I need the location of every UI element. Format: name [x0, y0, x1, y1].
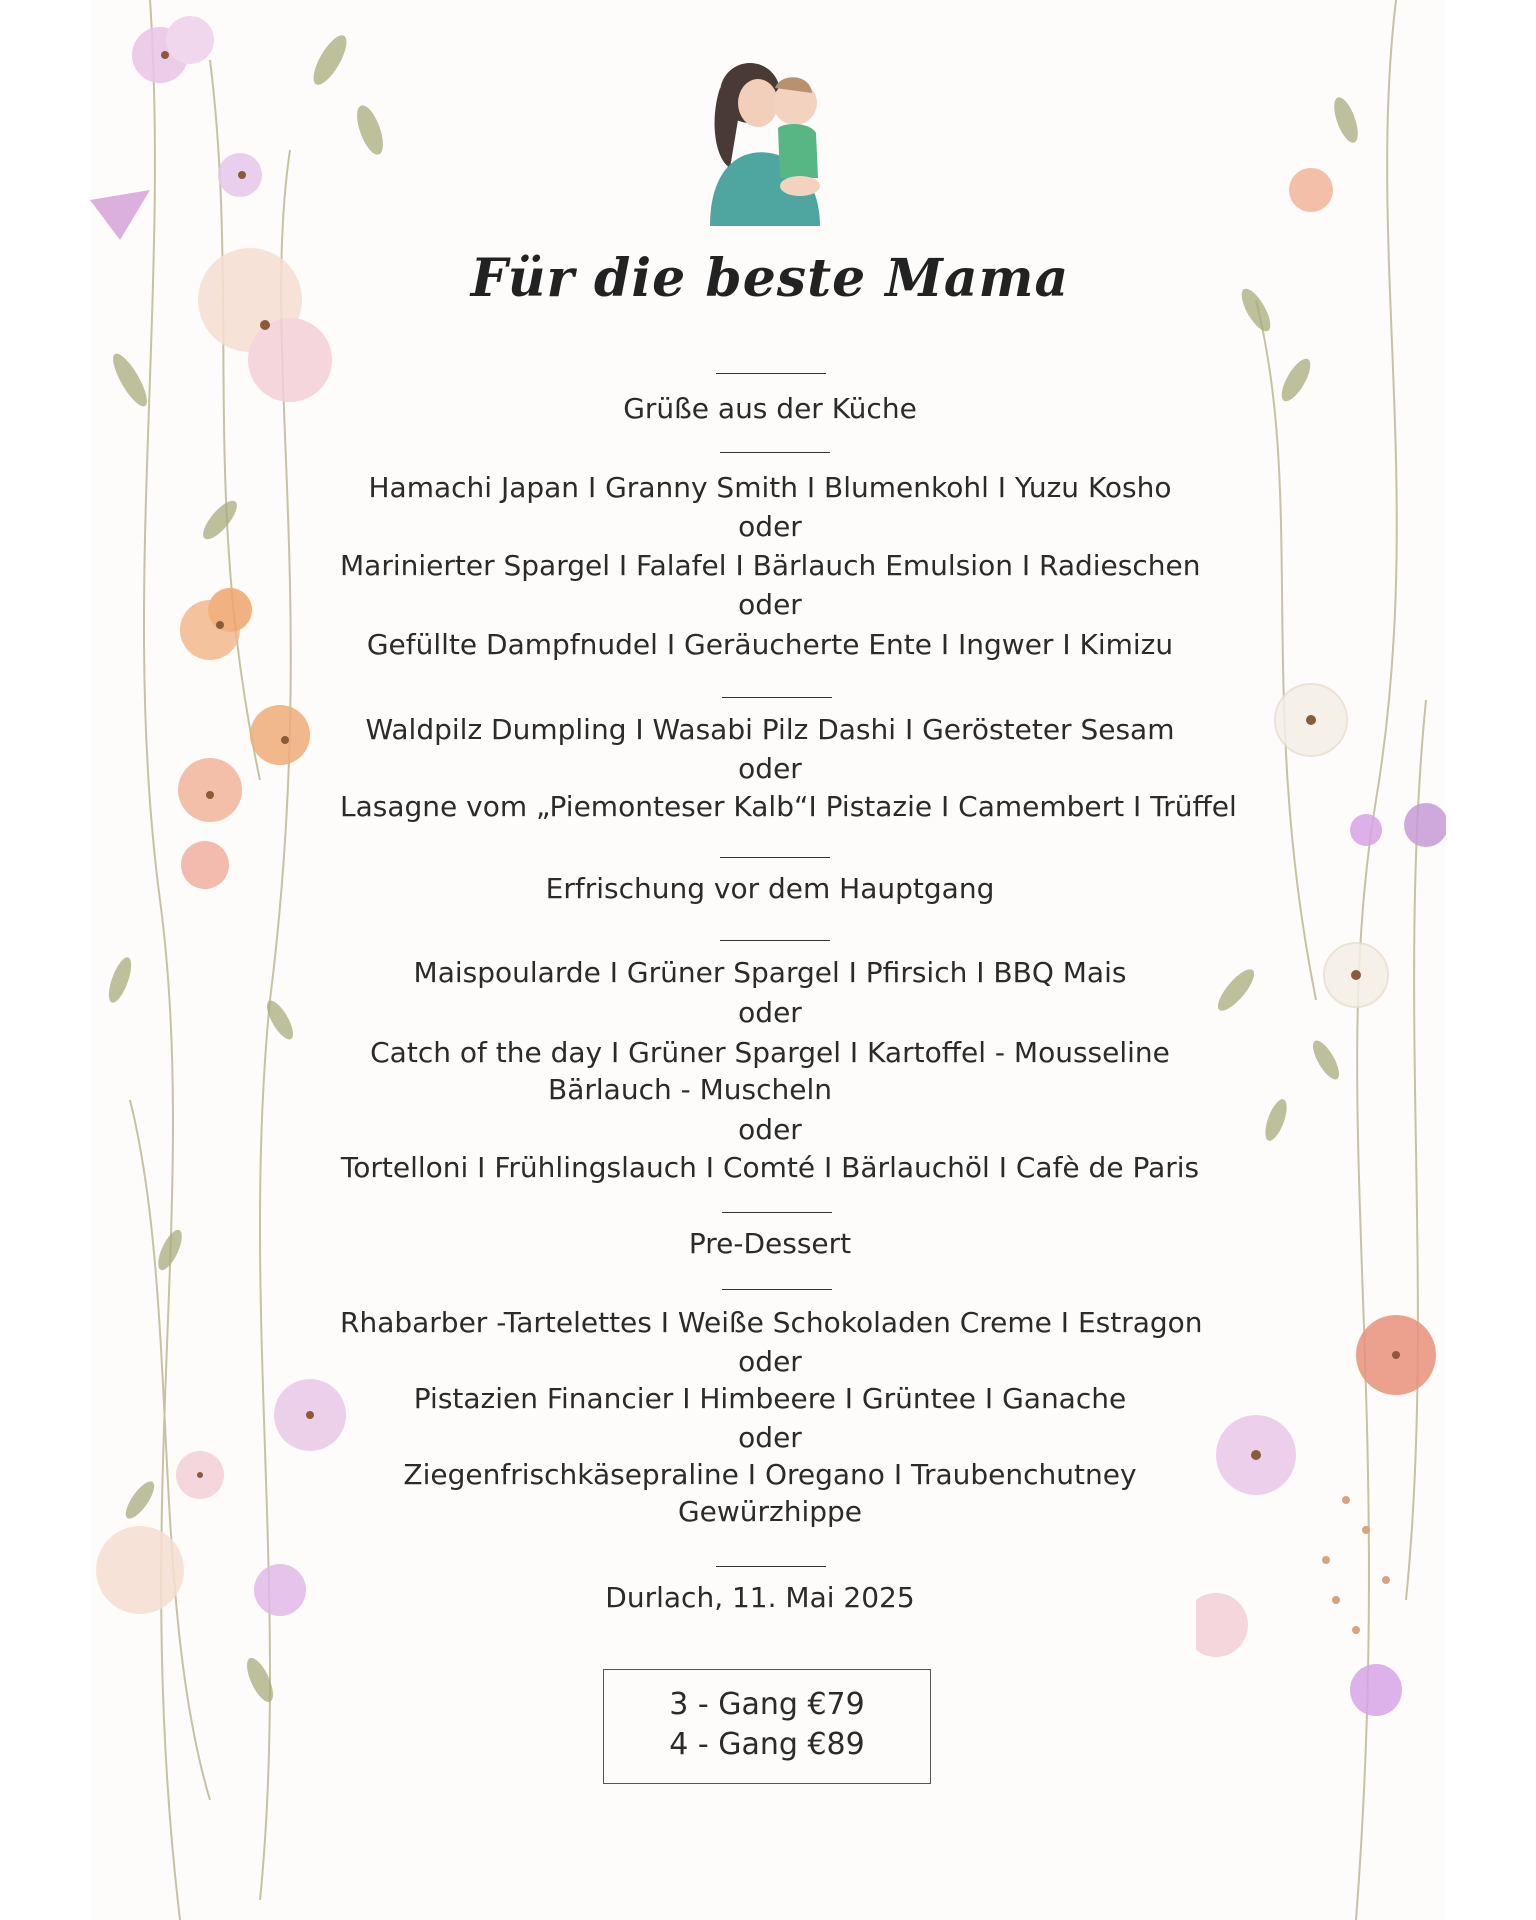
section-heading-pre-dessert: Pre-Dessert	[688, 1227, 852, 1260]
divider	[720, 857, 830, 858]
section-heading-greeting: Grüße aus der Küche	[623, 392, 917, 425]
menu-oder: oder	[738, 510, 802, 543]
menu-oder: oder	[738, 1113, 802, 1146]
event-date: Durlach, 11. Mai 2025	[605, 1581, 915, 1614]
divider	[722, 1289, 832, 1290]
menu-oder: oder	[738, 588, 802, 621]
menu-oder: oder	[738, 752, 802, 785]
menu-item: Hamachi Japan I Granny Smith I Blumenkohl I Yuzu Kosho	[368, 471, 1172, 504]
menu-item: Marinierter Spargel I Falafel I Bärlauch Emulsion I Radieschen	[340, 549, 1201, 582]
menu-oder: oder	[738, 1421, 802, 1454]
menu-item: Maispoularde I Grüner Spargel I Pfirsich I BBQ Mais	[413, 956, 1127, 989]
menu-item: Waldpilz Dumpling I Wasabi Pilz Dashi I Gerösteter Sesam	[365, 713, 1175, 746]
mother-holding-child-icon	[700, 48, 836, 226]
menu-item: Gefüllte Dampfnudel I Geräucherte Ente I Ingwer I Kimizu	[366, 628, 1174, 661]
price-4-course: 4 - Gang €89	[669, 1727, 865, 1762]
menu-item: Lasagne vom „Piemonteser Kalb“I Pistazie I Camembert I Trüffel	[340, 790, 1237, 823]
menu-item: Ziegenfrischkäsepraline I Oregano I Traubenchutney	[403, 1458, 1137, 1491]
divider	[722, 1212, 832, 1213]
menu-title: Für die beste Mama	[470, 248, 1070, 309]
price-box	[603, 1669, 931, 1784]
menu-item: Tortelloni I Frühlingslauch I Comté I Bärlauchöl I Cafè de Paris	[340, 1151, 1200, 1184]
divider	[716, 1566, 826, 1567]
menu-item: Rhabarber -Tartelettes I Weiße Schokoladen Creme I Estragon	[340, 1306, 1203, 1339]
divider	[722, 697, 832, 698]
menu-oder: oder	[738, 996, 802, 1029]
menu-oder: oder	[738, 1345, 802, 1378]
right-floral-border	[1196, 0, 1446, 1920]
price-3-course: 3 - Gang €79	[669, 1687, 865, 1722]
menu-item-continued: Gewürzhippe	[677, 1495, 863, 1528]
divider	[720, 940, 830, 941]
divider	[720, 452, 830, 453]
menu-item: Pistazien Financier I Himbeere I Grüntee I Ganache	[413, 1382, 1127, 1415]
menu-item: Catch of the day I Grüner Spargel I Kartoffel - Mousseline	[370, 1036, 1170, 1069]
divider	[716, 373, 826, 374]
menu-item-continued: Bärlauch - Muscheln	[548, 1073, 832, 1106]
section-heading-refresh: Erfrischung vor dem Hauptgang	[545, 872, 995, 905]
